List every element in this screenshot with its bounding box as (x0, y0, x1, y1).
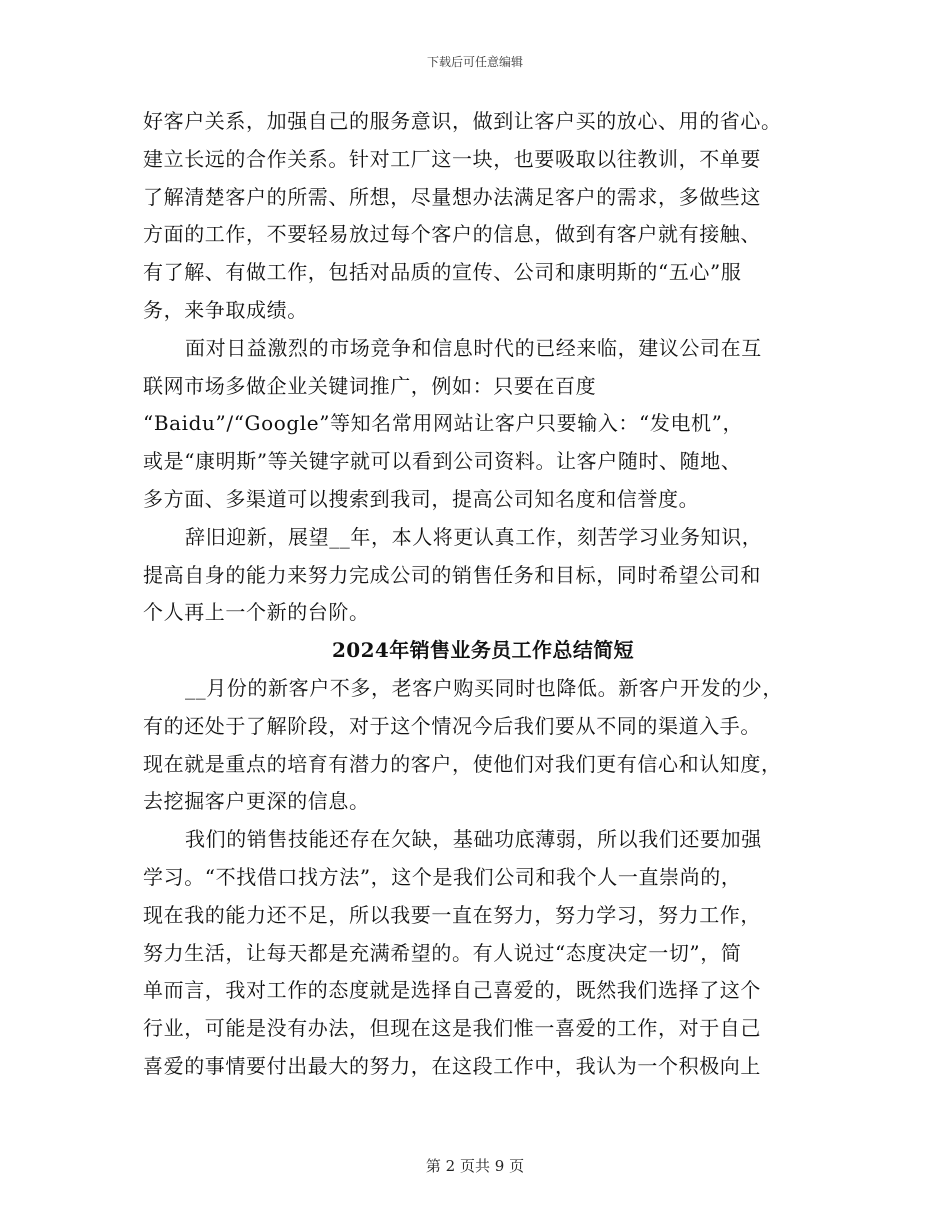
text-line: “Baidu”/“Google”等知名常用网站让客户只要输入：“发电机”， (143, 411, 744, 436)
page-footer: 第 2 页共 9 页 (425, 1157, 525, 1175)
document-body (143, 103, 823, 1086)
text-line: 有的还处于了解阶段，对于这个情况今后我们要从不同的渠道入手。 (143, 713, 761, 738)
text-line: 现在我的能力还不足，所以我要一直在努力，努力学习，努力工作， (143, 902, 761, 927)
text-line: 务，来争取成绩。 (143, 297, 308, 322)
text-line: 喜爱的事情要付出最大的努力，在这段工作中，我认为一个积极向上 (143, 1053, 761, 1078)
text-line: 学习。“不找借口找方法”，这个是我们公司和我个人一直崇尚的， (143, 864, 742, 889)
text-line: 多方面、多渠道可以搜索到我司，提高公司知名度和信誉度。 (143, 486, 700, 511)
paragraph-first-line: 面对日益激烈的市场竞争和信息时代的已经来临，建议公司在互 (185, 335, 762, 360)
text-line: 单而言，我对工作的态度就是选择自己喜爱的，既然我们选择了这个 (143, 978, 761, 1003)
paragraph-first-line: 我们的销售技能还存在欠缺，基础功底薄弱，所以我们还要加强 (185, 827, 762, 852)
section-title: 2024年销售业务员工作总结简短 (331, 638, 635, 663)
text-line: 或是“康明斯”等关键字就可以看到公司资料。让客户随时、随地、 (143, 449, 742, 474)
text-line: 个人再上一个新的台阶。 (143, 600, 370, 625)
page-header: 下载后可任意编辑 (426, 55, 523, 69)
text-line: 好客户关系，加强自己的服务意识，做到让客户买的放心、用的省心。 (143, 109, 782, 133)
text-line: 有了解、有做工作，包括对品质的宣传、公司和康明斯的“五心”服 (143, 260, 742, 285)
text-line: 去挖掘客户更深的信息。 (143, 789, 370, 814)
text-line: 建立长远的合作关系。针对工厂这一块，也要吸取以往教训，不单要 (143, 146, 761, 171)
text-line: 方面的工作，不要轻易放过每个客户的信息，做到有客户就有接触、 (143, 222, 761, 247)
text-line: 行业，可能是没有办法，但现在这是我们惟一喜爱的工作，对于自己 (143, 1016, 761, 1041)
paragraph-first-line: __月份的新客户不多，老客户购买同时也降低。新客户开发的少， (185, 675, 783, 700)
text-line: 了解清楚客户的所需、所想，尽量想办法满足客户的需求，多做些这 (143, 184, 761, 209)
text-line: 联网市场多做企业关键词推广，例如：只要在百度 (143, 373, 597, 398)
text-line: 提高自身的能力来努力完成公司的销售任务和目标，同时希望公司和 (143, 562, 761, 587)
paragraph-first-line: 辞旧迎新，展望__年，本人将更认真工作，刻苦学习业务知识， (185, 524, 763, 549)
text-line: 努力生活，让每天都是充满希望的。有人说过“态度决定一切”，简 (143, 940, 742, 965)
text-line: 现在就是重点的培育有潜力的客户，使他们对我们更有信心和认知度， (143, 751, 782, 776)
